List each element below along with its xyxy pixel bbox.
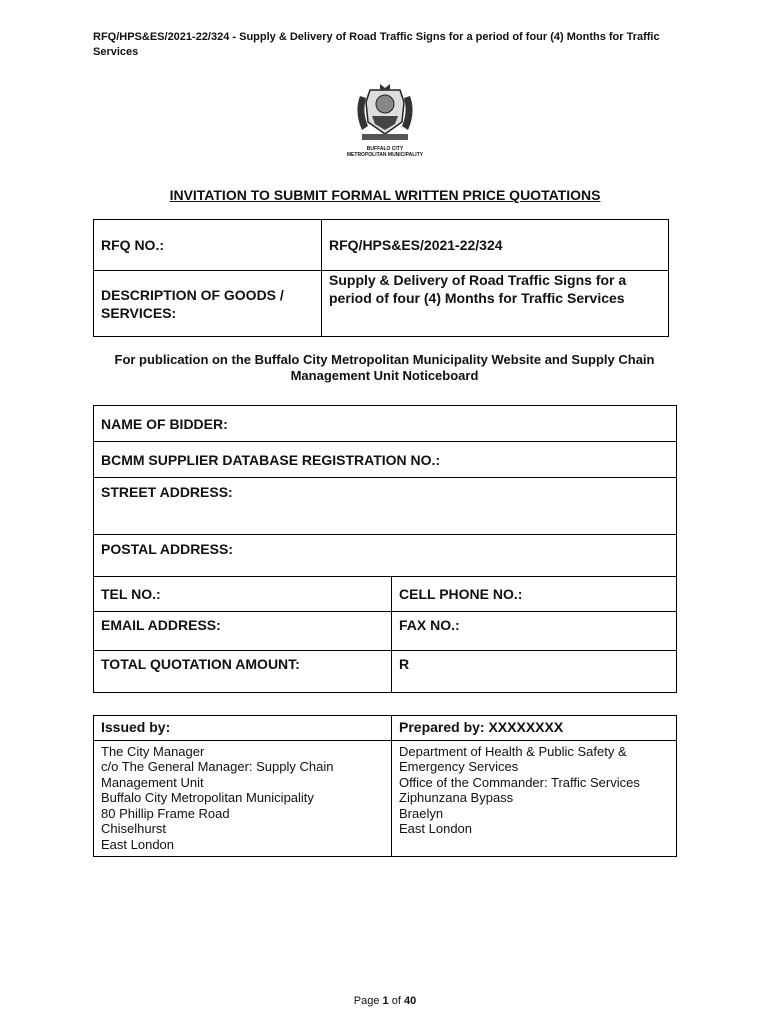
prepared-by-address [392, 740, 677, 856]
issued-line: Buffalo City Metropolitan Municipality [101, 790, 314, 805]
prepared-line: Ziphunzana Bypass [399, 790, 514, 805]
issued-line: The City Manager [101, 743, 205, 759]
logo-line-1: BUFFALO CITY [366, 146, 404, 152]
total-pages: 40 [403, 995, 417, 1007]
cell-phone-field: CELL PHONE NO.: [392, 577, 677, 612]
page-footer [0, 995, 770, 1007]
prepared-line: Braelyn [399, 805, 444, 821]
coat-of-arms-icon [350, 82, 420, 146]
municipality-logo [340, 82, 430, 160]
issued-by-address [94, 740, 392, 856]
description-label: DESCRIPTION OF GOODS / SERVICES: [94, 271, 322, 337]
prepared-line: Emergency Services [399, 759, 519, 774]
prepared-line: East London [399, 821, 473, 836]
issued-line: East London [101, 836, 175, 852]
total-amount-field: TOTAL QUOTATION AMOUNT: [94, 651, 392, 693]
issued-by-table [93, 715, 677, 857]
issued-line: Chiselhurst [101, 821, 167, 836]
tel-field: TEL NO.: [94, 577, 392, 612]
currency-field: R [392, 651, 677, 693]
rfq-number-value: RFQ/HPS&ES/2021-22/324 [322, 220, 669, 271]
registration-number-field: BCMM SUPPLIER DATABASE REGISTRATION NO.: [94, 442, 677, 478]
bidder-details-table [93, 405, 677, 693]
description-value: Supply & Delivery of Road Traffic Signs for a period of four (4) Months for Traffic Services [322, 271, 669, 337]
email-field: EMAIL ADDRESS: [94, 612, 392, 651]
fax-field: FAX NO.: [392, 612, 677, 651]
issued-line: Management Unit [101, 774, 204, 790]
rfq-number-label: RFQ NO.: [94, 220, 322, 271]
issued-line: 80 Phillip Frame Road [101, 805, 230, 821]
prepared-line: Office of the Commander: Traffic Services [399, 774, 640, 790]
prepared-by-label: Prepared by: XXXXXXXX [392, 716, 677, 741]
issued-by-label: Issued by: [94, 716, 392, 741]
rfq-table [93, 219, 669, 337]
page-title: INVITATION TO SUBMIT FORMAL WRITTEN PRICE QUOTATIONS [169, 187, 601, 203]
bidder-name-field: NAME OF BIDDER: [94, 406, 677, 442]
publication-note: For publication on the Buffalo City Metropolitan Municipality Website and Supply Chain Management Unit Noticeboard [114, 352, 655, 383]
document-header: RFQ/HPS&ES/2021-22/324 - Supply & Delivery of Road Traffic Signs for a period of four (4) Months for Traffic Services [93, 31, 660, 58]
issued-line: c/o The General Manager: Supply Chain [101, 759, 334, 774]
street-address-field: STREET ADDRESS: [94, 478, 677, 535]
page-number: 1 [382, 995, 389, 1007]
postal-address-field: POSTAL ADDRESS: [94, 535, 677, 577]
logo-line-2: METROPOLITAN MUNICIPALITY [346, 152, 424, 158]
of-label: of [391, 995, 401, 1007]
prepared-line: Department of Health & Public Safety & [399, 743, 627, 759]
page-label: Page [353, 995, 380, 1007]
